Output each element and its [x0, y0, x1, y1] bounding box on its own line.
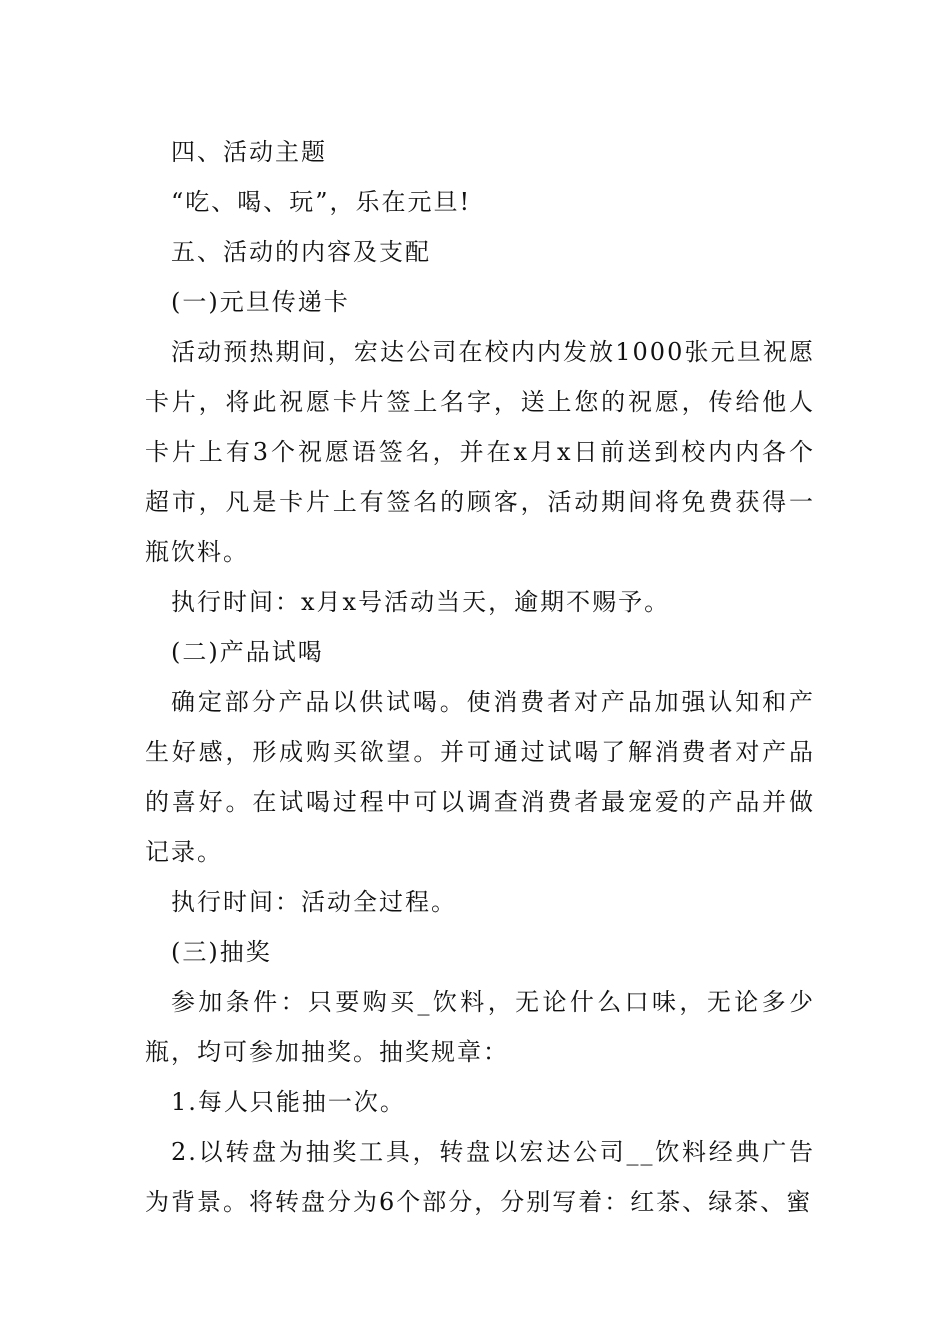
section-heading-content: 五、活动的内容及支配	[171, 238, 431, 266]
section-heading-theme: 四、活动主题	[171, 138, 327, 166]
theme-slogan: “吃、喝、玩”，乐在元旦!	[171, 188, 472, 216]
product-tasting-execution-time: 执行时间：活动全过程。	[171, 888, 457, 916]
greeting-card-execution-time: 执行时间：x月x号活动当天，逾期不赐予。	[171, 588, 671, 616]
subheading-greeting-card: (一)元旦传递卡	[171, 288, 350, 316]
lottery-rule-2: 2.以转盘为抽奖工具，转盘以宏达公司__饮料经典广告为背景。将转盘分为6个部分，分别写着：红茶、绿茶、蜜	[145, 1138, 815, 1216]
product-tasting-description: 确定部分产品以供试喝。使消费者对产品加强认知和产生好感，形成购买欲望。并可通过试喝了解消费者对产品的喜好。在试喝过程中可以调查消费者最宠爱的产品并做记录。	[145, 688, 815, 866]
document-body	[145, 127, 815, 1227]
lottery-conditions: 参加条件：只要购买_饮料，无论什么口味，无论多少瓶，均可参加抽奖。抽奖规章：	[145, 988, 815, 1066]
lottery-rule-1: 1.每人只能抽一次。	[171, 1088, 406, 1116]
subheading-lottery: (三)抽奖	[171, 938, 272, 966]
greeting-card-description: 活动预热期间，宏达公司在校内内发放1000张元旦祝愿卡片，将此祝愿卡片签上名字，送上您的祝愿，传给他人卡片上有3个祝愿语签名，并在x月x日前送到校内内各个超市，凡是卡片上有签名的顾客，活动期间将免费获得一瓶饮料。	[145, 338, 815, 566]
subheading-product-tasting: (二)产品试喝	[171, 638, 324, 666]
